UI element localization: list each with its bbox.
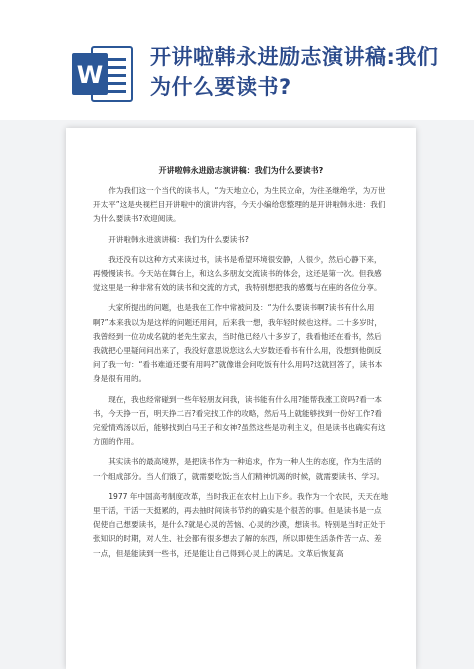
paragraph: 开讲啦韩永进演讲稿：我们为什么要读书?: [108, 234, 249, 244]
document-header: [0, 0, 474, 135]
word-document-icon: [72, 44, 134, 104]
paragraph: 现在，我也经常碰到一些年轻朋友问我，读书能有什么用?能帮我涨工资吗?看一本书，今天挣一百，明天挣二百?看完找工作的攻略，然后马上就能够找到一份好工作?看完爱情鸡汤以后，能够找到白马王子和女神?虽然这些是功利主义，但是读书也确实有这方面的作用。: [93, 394, 386, 447]
paragraph: 我还没有以这种方式来读过书，读书是希望环境很安静，人很少，然后心静下来，再慢慢读书。今天站在舞台上，和这么多朋友交流读书的体会，这还是第一次。但我感觉这里是一种非常有效的读书和交流的方式，我特别想把我的感慨与在座的各位分享。: [93, 254, 382, 293]
document-title: 开讲啦韩永进励志演讲稿:我们为什么要读书?: [150, 45, 439, 99]
page-heading: 开讲啦韩永进励志演讲稿：我们为什么要读书?: [158, 166, 324, 175]
word-icon-letter: W: [76, 61, 104, 89]
page-body: [93, 184, 389, 567]
paragraph: 大家所提出的问题，也是我在工作中常被问及：“为什么要读书啊?读书有什么用啊?”本来我以为是这样的问题还用问，后来我一想，我年轻时候也这样。二十多岁时，我曾经到一位功成名就的老先生家去，当时他已经八十多岁了，我看他还在看书，然后我就把心里疑问问出来了，我没好意思说您这么大岁数还看书有什么用，没想到他倒反问了我一句：“看书难道还要有用吗?”就像谁会问吃饭有什么用吗?这就回答了，读书本身是很有用的。: [93, 303, 383, 384]
paragraph: 作为我们这一个当代的读书人，“为天地立心，为生民立命，为往圣继绝学，为万世开太平”这是央视栏目开讲啦中的演讲内容，今天小编给您整理的是开讲啦韩永进：我们为什么要读书?欢迎阅读。: [93, 186, 386, 224]
paragraph: 1977 年中国高考制度改革，当时我正在农村上山下乡。我作为一个农民，天天在地里干活，干活一天挺累的，再去抽时间读书节约的确实是个很苦的事。但是读书是一点促使自己想要读书，是什么?就是心灵的苦恼、心灵的沙漠，想读书。特别是当时正处于张知识的时期，对人生、社会都有很多想去了解的东西，所以即使生活条件苦一点、差一点，但是能读到一些书，还是能让自己得到心灵上的满足。文革后恢复高: [93, 491, 389, 558]
paragraph: 其实读书的最高境界，是把读书作为一种追求，作为一种人生的态度，作为生活的一个组成部分。当人们饿了，就需要吃饭;当人们精神饥渴的时候，就需要读书、学习。: [93, 457, 385, 481]
document-page: [66, 128, 416, 669]
